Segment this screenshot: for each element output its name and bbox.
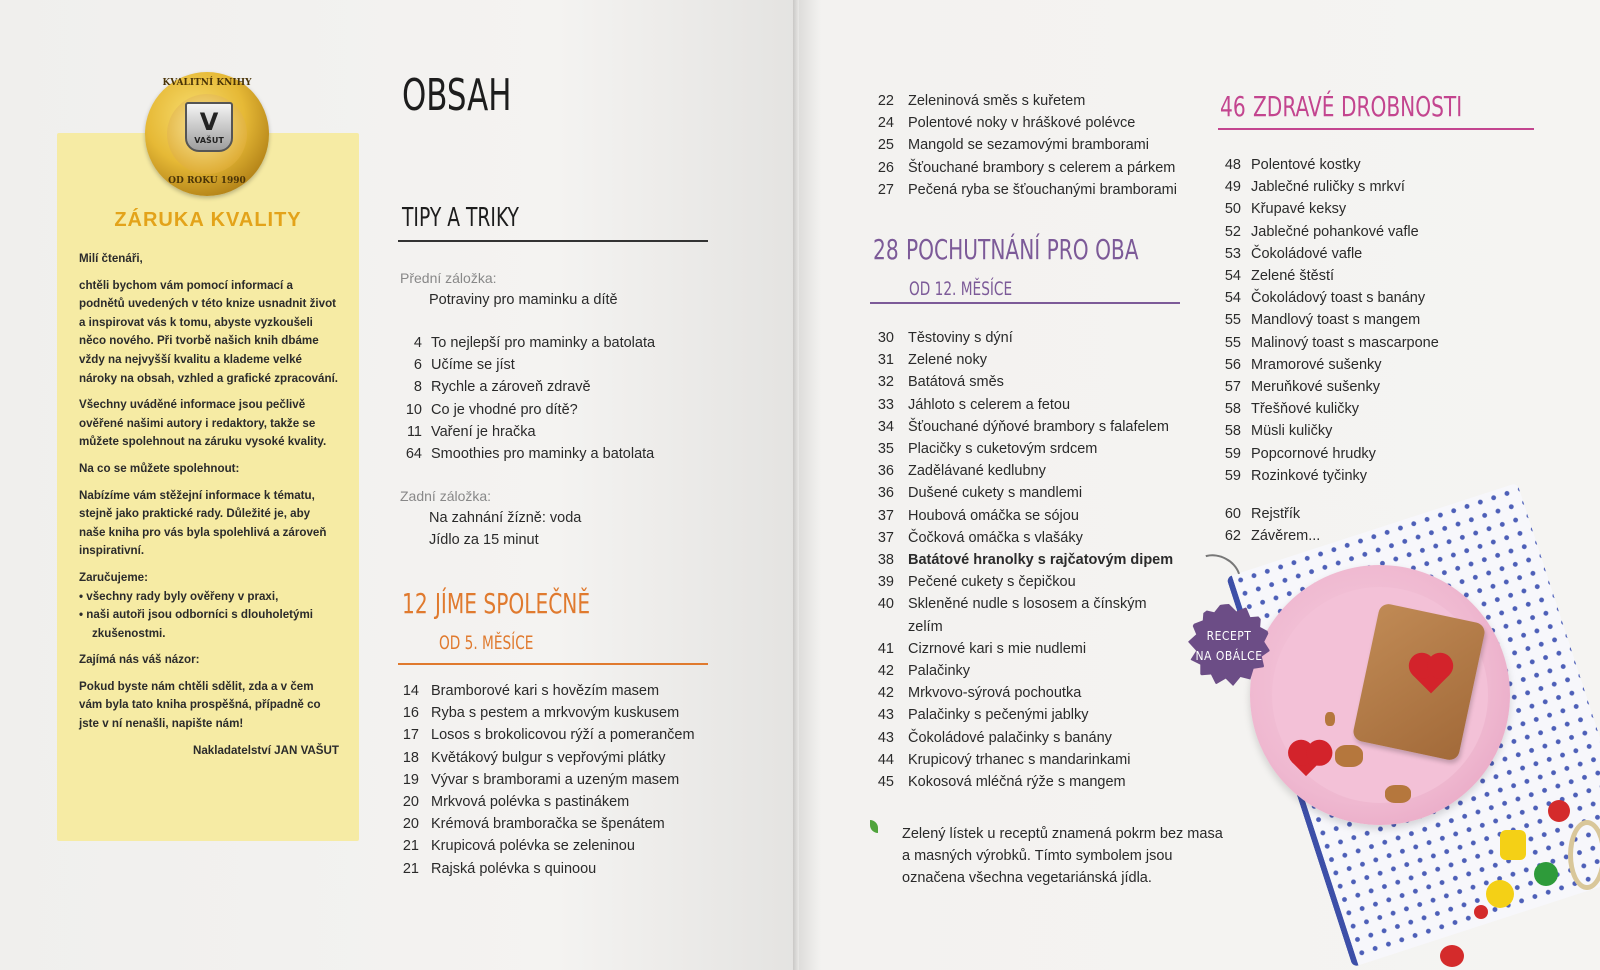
toc-page-number: 52 bbox=[1224, 223, 1241, 240]
section-number: 28 bbox=[873, 233, 899, 266]
quality-greeting: Milí čtenáři, bbox=[79, 252, 143, 265]
tips-heading: TIPY A TRIKY bbox=[402, 203, 519, 233]
toc-page-number: 59 bbox=[1224, 445, 1241, 462]
seal-bottom-text: OD ROKU 1990 bbox=[168, 176, 246, 186]
toc-page-number: 34 bbox=[877, 418, 894, 435]
toc-page-number: 57 bbox=[1224, 379, 1241, 395]
section-28-divider bbox=[870, 302, 1180, 304]
toc-page-number: 31 bbox=[877, 352, 894, 369]
toc-page-number: 30 bbox=[877, 330, 894, 346]
toc-entry: Rajská polévka s quinoou bbox=[431, 860, 597, 877]
toc-entry: Čokoládové vafle bbox=[1251, 245, 1363, 262]
toc-page-number: 54 bbox=[1224, 290, 1241, 307]
toc-page-number: 48 bbox=[1224, 157, 1241, 173]
toy-bead bbox=[1548, 800, 1570, 822]
toc-entry: Palačinky s pečenými jablky bbox=[908, 707, 1089, 724]
quality-paragraph-2: Všechny uváděné informace jsou pečlivě ověřené našimi autory i redaktory, takže se můžete spolehnout na záruku vysoké kvality. bbox=[79, 398, 327, 449]
toc-page-number: 37 bbox=[877, 507, 894, 524]
toc-page-number: 6 bbox=[413, 357, 422, 374]
section-46-divider bbox=[1218, 128, 1534, 130]
toc-entry: Bramborové kari s hovězím masem bbox=[431, 683, 660, 699]
toc-entry: Jáhloto s celerem a fetou bbox=[908, 396, 1071, 413]
toc-page-number: 14 bbox=[402, 683, 419, 699]
toc-page-number: 20 bbox=[402, 816, 419, 833]
toc-page-number: 24 bbox=[877, 115, 894, 132]
toc-entry: Zeleninová směs s kuřetem bbox=[908, 93, 1086, 109]
toc-page-number: 39 bbox=[877, 574, 894, 591]
section-12-heading bbox=[402, 587, 590, 620]
quality-seal-icon bbox=[145, 72, 269, 196]
toc-entry: Palačinky bbox=[908, 663, 971, 679]
toc-entry: Těstoviny s dýní bbox=[908, 330, 1013, 346]
toc-page-number: 38 bbox=[877, 552, 894, 568]
crumb bbox=[1335, 745, 1363, 767]
toc-entry: Meruňkové sušenky bbox=[1251, 379, 1380, 395]
toc-page-number: 45 bbox=[877, 774, 894, 790]
toc-page-number: 50 bbox=[1224, 201, 1241, 218]
shield-icon bbox=[185, 102, 233, 152]
toc-page-number: 43 bbox=[877, 707, 894, 724]
toc-entry: Mrkvová polévka s pastinákem bbox=[431, 794, 630, 810]
section-28-subtitle: OD 12. MĚSÍCE bbox=[909, 278, 1013, 300]
toc-page-number: 19 bbox=[402, 771, 419, 788]
toc-entry: Květákový bulgur s vepřovými plátky bbox=[431, 749, 666, 766]
toc-entry: Čokoládový toast s banány bbox=[1251, 290, 1426, 307]
toc-entry: Vývar s bramborami a uzeným masem bbox=[431, 771, 680, 788]
badge-line: RECEPT bbox=[1206, 629, 1252, 643]
toc-entry: Batátová směs bbox=[908, 374, 1004, 391]
toc-entry: Rychle a zároveň zdravě bbox=[431, 379, 591, 396]
toc-entry: Houbová omáčka se sójou bbox=[908, 507, 1079, 524]
toc-page-number: 58 bbox=[1224, 401, 1241, 418]
toc-page-number: 54 bbox=[1224, 268, 1241, 284]
toy-bead bbox=[1534, 862, 1558, 886]
toc-entry: Učíme se jíst bbox=[431, 357, 515, 374]
toc-entry: Třešňové kuličky bbox=[1251, 401, 1359, 418]
toc-page-number: 59 bbox=[1224, 467, 1241, 484]
quality-paragraph-4: Pokud byste nám chtěli sdělit, zda a v čem vám byla tato kniha prospěšná, případně co jste v ní nenašli, napište nám! bbox=[79, 679, 321, 731]
toc-page-number: 36 bbox=[877, 463, 894, 480]
badge-line: NA OBÁLCE bbox=[1195, 649, 1263, 663]
toc-page-number: 18 bbox=[402, 749, 419, 766]
toc-page-number: 33 bbox=[877, 396, 894, 413]
toc-page-number: 32 bbox=[877, 374, 894, 391]
publisher-signature: Nakladatelství JAN VAŠUT bbox=[192, 743, 339, 757]
toc-entry: Krupicová polévka se zeleninou bbox=[431, 838, 635, 855]
section-12-subtitle: OD 5. MĚSÍCE bbox=[439, 632, 534, 654]
toc-page-number: 42 bbox=[877, 685, 894, 702]
toc-entry: Malinový toast s mascarpone bbox=[1251, 334, 1439, 351]
toc-page-number: 56 bbox=[1224, 356, 1241, 373]
toc-page-number: 17 bbox=[402, 727, 419, 744]
toc-page-number: 8 bbox=[413, 379, 422, 396]
toc-entry: Zadělávané kedlubny bbox=[908, 463, 1046, 480]
toc-entry: Smoothies pro maminky a batolata bbox=[431, 446, 655, 462]
toc-page-number: 16 bbox=[402, 705, 419, 722]
toc-entry: Čočková omáčka s vlašáky bbox=[908, 529, 1083, 546]
toc-entry: Zelené noky bbox=[908, 352, 987, 369]
toc-entry: Placičky s cuketovým srdcem bbox=[908, 441, 1098, 457]
toc-entry: Cizrnové kari s mie nudlemi bbox=[908, 640, 1087, 657]
toc-entry: Křupavé keksy bbox=[1251, 201, 1347, 218]
section-46-heading bbox=[1220, 90, 1462, 123]
quality-heading-3: Zajímá nás váš názor: bbox=[79, 653, 200, 667]
quality-paragraph-3: Nabízíme vám stěžejní informace k tématu, stejně jako praktické rady. Důležité je, aby naše kniha pro vás byla spolehlivá a zároveň inspirativní. bbox=[79, 488, 327, 558]
section-28-heading bbox=[873, 233, 1139, 266]
section-12-divider bbox=[398, 663, 708, 665]
toy-bead bbox=[1500, 830, 1526, 860]
quality-paragraph-1: chtěli bychom vám pomocí informací a podnětů uvedených v této knize usnadnit život a inspirovat vás k tomu, abyste vyzkoušeli něco nového. Při tvorbě našich knih dbáme vždy na nejvyšší kvalitu a klademe velké nároky na obsah, vzhled a grafické zpracování. bbox=[79, 278, 339, 385]
toc-page-number: 21 bbox=[402, 838, 419, 855]
toc-page-number: 60 bbox=[1224, 506, 1241, 522]
toc-entry: Müsli kuličky bbox=[1251, 423, 1333, 440]
toc-entry: Mangold se sezamovými bramborami bbox=[908, 137, 1149, 154]
toc-entry: Batátové hranolky s rajčatovým dipem bbox=[908, 552, 1174, 568]
list-item: • naši autoři jsou odborníci s dlouholetými zkušenostmi. bbox=[79, 608, 314, 640]
back-flap-label: Zadní záložka: bbox=[400, 488, 492, 504]
toc-page-number: 41 bbox=[877, 640, 894, 657]
toc-entry: Jablečné ruličky s mrkví bbox=[1251, 179, 1405, 196]
toc-entry: Polentové noky v hráškové polévce bbox=[908, 115, 1136, 132]
toc-entry: Mrkvovo-sýrová pochoutka bbox=[908, 685, 1082, 702]
toc-entry: Šťouchané brambory s celerem a párkem bbox=[908, 159, 1176, 176]
toc-entry: Krupicový trhanec s mandarinkami bbox=[908, 751, 1131, 768]
toc-page-number: 27 bbox=[877, 181, 894, 198]
toc-entry: Kokosová mléčná rýže s mangem bbox=[908, 774, 1126, 790]
book-spine bbox=[793, 0, 799, 970]
front-flap-label: Přední záložka: bbox=[400, 270, 497, 286]
back-flap-item: Jídlo za 15 minut bbox=[429, 532, 539, 548]
toc-entry: Skleněné nudle s lososem a čínským bbox=[908, 596, 1147, 613]
toc-entry: Vaření je hračka bbox=[431, 423, 536, 440]
toc-page-number: 44 bbox=[877, 751, 894, 768]
toc-page-number: 36 bbox=[877, 485, 894, 502]
back-flap-item: Na zahnání žízně: voda bbox=[429, 510, 582, 526]
toc-page-number: 49 bbox=[1224, 179, 1241, 196]
toc-entry: Co je vhodné pro dítě? bbox=[431, 401, 578, 418]
section-number: 12 bbox=[402, 587, 428, 620]
cover-recipe-badge-text bbox=[1188, 626, 1270, 666]
toc-page-number: 42 bbox=[877, 663, 894, 679]
toy-bead bbox=[1474, 905, 1488, 919]
crumb bbox=[1325, 712, 1335, 726]
quality-heading-1: Na co se můžete spolehnout: bbox=[79, 461, 240, 475]
crumb bbox=[1385, 785, 1411, 803]
toy-bead bbox=[1486, 880, 1514, 908]
toc-page-number: 20 bbox=[402, 794, 419, 810]
toc-entry: Krémová bramboračka se špenátem bbox=[431, 816, 665, 833]
toc-entry: Mramorové sušenky bbox=[1251, 356, 1382, 373]
section-title: ZDRAVÉ DROBNOSTI bbox=[1252, 90, 1463, 123]
toc-page-number: 4 bbox=[413, 335, 422, 351]
toc-entry: Polentové kostky bbox=[1251, 157, 1361, 173]
toc-entry: Jablečné pohankové vafle bbox=[1251, 223, 1419, 240]
quality-guarantee-list bbox=[79, 588, 339, 644]
section-number: 46 bbox=[1220, 90, 1246, 123]
toc-page-number: 37 bbox=[877, 529, 894, 546]
tips-divider bbox=[398, 240, 708, 242]
toc-page-number: 35 bbox=[877, 441, 894, 457]
toy-bead bbox=[1440, 945, 1464, 967]
toc-entry: Závěrem... bbox=[1251, 528, 1321, 545]
toc-entry: Zelené štěstí bbox=[1251, 268, 1335, 284]
seal-brand: VAŠUT bbox=[194, 136, 224, 145]
toc-page-number: 43 bbox=[877, 729, 894, 746]
seal-letter: V bbox=[199, 108, 219, 136]
toc-entry: Rejstřík bbox=[1251, 506, 1301, 522]
page-title: OBSAH bbox=[402, 70, 512, 121]
quality-heading-2: Zaručujeme: bbox=[79, 570, 148, 584]
section-title: JÍME SPOLEČNĚ bbox=[434, 587, 591, 620]
front-flap-item: Potraviny pro maminku a dítě bbox=[429, 292, 618, 308]
toc-page-number: 58 bbox=[1224, 423, 1241, 440]
toc-page-number: 25 bbox=[877, 137, 894, 154]
list-item: • všechny rady byly ověřeny v praxi, bbox=[79, 589, 279, 603]
quality-title: ZÁRUKA KVALITY bbox=[114, 209, 302, 231]
toc-entry: Rozinkové tyčinky bbox=[1251, 467, 1368, 484]
toc-entry: Popcornové hrudky bbox=[1251, 445, 1376, 462]
toc-entry: zelím bbox=[908, 618, 943, 635]
toc-entry: Dušené cukety s mandlemi bbox=[908, 485, 1083, 502]
toc-page-number: 64 bbox=[405, 446, 422, 462]
toy-ring bbox=[1568, 820, 1600, 890]
toc-page-number: 62 bbox=[1224, 528, 1241, 545]
toc-entry: Ryba s pestem a mrkvovým kuskusem bbox=[431, 705, 680, 722]
section-title: POCHUTNÁNÍ PRO OBA bbox=[905, 233, 1139, 266]
toc-entry: To nejlepší pro maminky a batolata bbox=[431, 335, 656, 351]
quality-text bbox=[79, 250, 339, 768]
toc-page-number: 53 bbox=[1224, 245, 1241, 262]
toc-entry: Pečená ryba se šťouchanými bramborami bbox=[908, 181, 1177, 198]
toc-page-number: 10 bbox=[405, 401, 422, 418]
toc-entry: Losos s brokolicovou rýží a pomerančem bbox=[431, 727, 695, 744]
toc-entry: Pečené cukety s čepičkou bbox=[908, 574, 1076, 591]
toc-entry: Mandlový toast s mangem bbox=[1251, 312, 1421, 329]
toc-page-number: 11 bbox=[406, 423, 422, 440]
vegetarian-note: Zelený lístek u receptů znamená pokrm bez masa a masných výrobků. Tímto symbolem jsou označena všechna vegetariánská jídla. bbox=[902, 826, 1223, 886]
toc-page-number: 40 bbox=[877, 596, 894, 613]
toc-page-number: 55 bbox=[1224, 334, 1241, 351]
toc-page-number: 55 bbox=[1224, 312, 1241, 329]
toc-entry: Čokoládové palačinky s banány bbox=[908, 729, 1112, 746]
toc-page-number: 21 bbox=[402, 860, 419, 877]
toc-entry: Šťouchané dýňové brambory s falafelem bbox=[908, 418, 1169, 435]
toc-page-number: 22 bbox=[877, 93, 894, 109]
toc-page-number: 26 bbox=[877, 159, 894, 176]
seal-top-text: KVALITNÍ KNIHY bbox=[162, 78, 252, 88]
